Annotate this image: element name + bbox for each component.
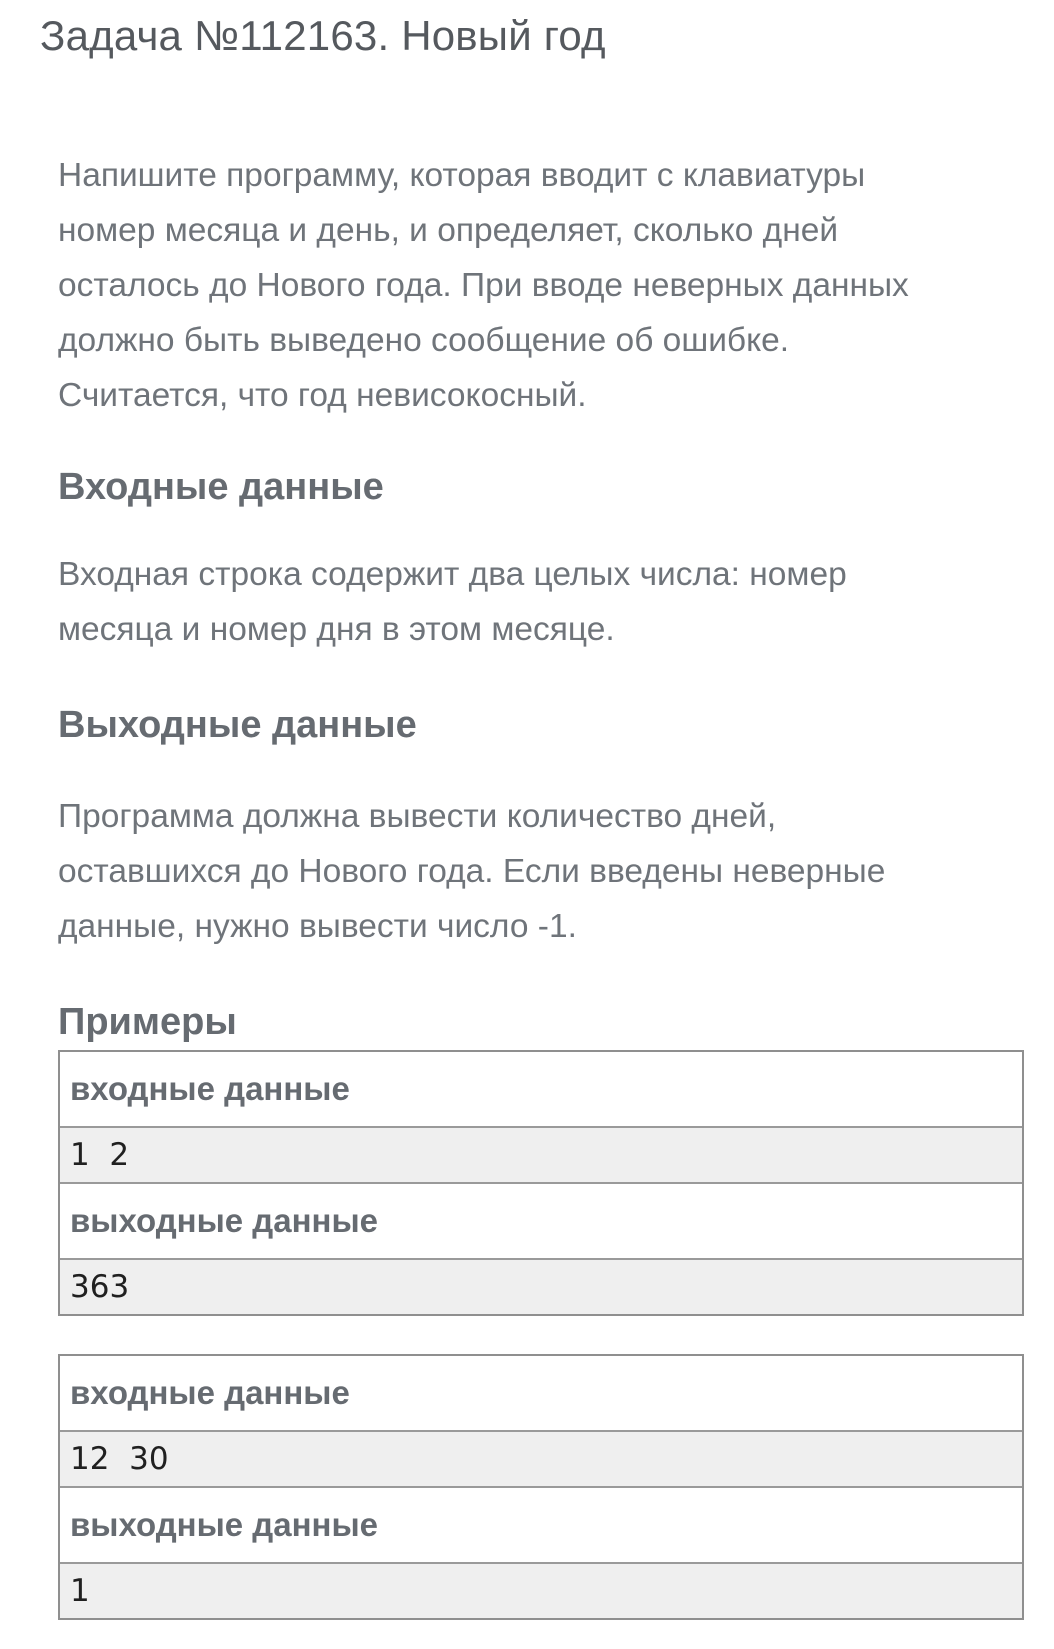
- example-input-label: входные данные: [70, 1070, 350, 1107]
- input-description-line: месяца и номер дня в этом месяце.: [58, 611, 615, 648]
- output-description-line: оставшихся до Нового года. Если введены неверные: [58, 853, 886, 890]
- example-table: [58, 1050, 1024, 1316]
- example-input-value: 12 30: [60, 1430, 1022, 1488]
- statement-line: Считается, что год невисокосный.: [58, 377, 587, 414]
- input-description-line: Входная строка содержит два целых числа: номер: [58, 556, 847, 593]
- example-input-value: 1 2: [60, 1126, 1022, 1184]
- statement-line: должно быть выведено сообщение об ошибке.: [58, 322, 790, 359]
- example-input-label: входные данные: [70, 1374, 350, 1411]
- example-output-value: 363: [60, 1258, 1022, 1314]
- problem-statement: [58, 148, 1028, 423]
- example-output-label: выходные данные: [70, 1202, 379, 1239]
- statement-line: осталось до Нового года. При вводе неверных данных: [58, 267, 909, 304]
- input-heading: Входные данные: [58, 466, 384, 508]
- output-heading: Выходные данные: [58, 704, 417, 746]
- output-description-line: данные, нужно вывести число -1.: [58, 908, 577, 945]
- input-description: [58, 547, 1028, 657]
- example-output-label: выходные данные: [70, 1506, 379, 1543]
- statement-line: номер месяца и день, и определяет, сколько дней: [58, 212, 839, 249]
- page-title: Задача №112163. Новый год: [40, 12, 606, 59]
- output-description: [58, 789, 1028, 954]
- examples-heading: Примеры: [58, 1001, 237, 1043]
- problem-content: [58, 148, 1028, 1620]
- statement-line: Напишите программу, которая вводит с клавиатуры: [58, 157, 866, 194]
- example-output-value: 1: [60, 1562, 1022, 1618]
- example-table: [58, 1354, 1024, 1620]
- output-description-line: Программа должна вывести количество дней,: [58, 798, 777, 835]
